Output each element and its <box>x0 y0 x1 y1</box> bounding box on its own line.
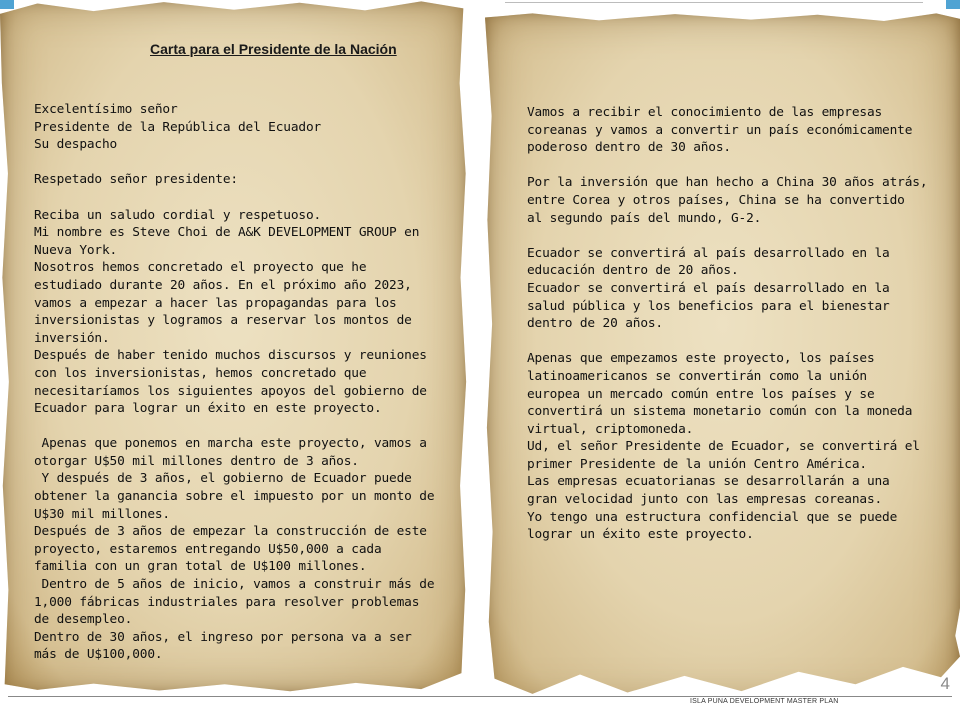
bottom-divider <box>8 696 952 697</box>
letter-line: Ud, el señor Presidente de Ecuador, se convertirá el <box>527 439 920 455</box>
letter-line: Dentro de 5 años de inicio, vamos a construir más de <box>34 577 435 593</box>
letter-line: familia con un gran total de U$100 millones. <box>34 559 367 575</box>
letter-line: al segundo país del mundo, G-2. <box>527 210 762 226</box>
corner-marker-left <box>0 0 14 9</box>
footer-label: ISLA PUNA DEVELOPMENT MASTER PLAN <box>690 698 839 705</box>
letter-line: Excelentísimo señor <box>34 102 178 117</box>
letter-line: Presidente de la República del Ecuador <box>34 119 322 135</box>
letter-line: Apenas que ponemos en marcha este proyecto, vamos a <box>34 436 427 452</box>
letter-line: Yo tengo una estructura confidencial que se puede <box>527 509 898 525</box>
letter-line: Después de 3 años de empezar la construcción de este <box>34 524 427 540</box>
letter-line: de desempleo. <box>34 612 133 628</box>
letter-line: Nueva York. <box>34 242 118 258</box>
letter-line: estudiado durante 20 años. En el próximo año 2023, <box>34 277 412 293</box>
letter-line: más de U$100,000. <box>34 647 163 663</box>
letter-line: Vamos a recibir el conocimiento de las empresas <box>527 105 883 120</box>
letter-line: 1,000 fábricas industriales para resolver problemas <box>34 594 420 610</box>
letter-line: Reciba un saludo cordial y respetuoso. <box>34 207 322 223</box>
letter-line: Ecuador se convertirá al país desarrollado en la <box>527 245 890 261</box>
page-number: 4 <box>940 674 950 693</box>
letter-line: coreanas y vamos a convertir un país económicamente <box>527 122 913 138</box>
letter-line: U$30 mil millones. <box>34 506 170 522</box>
letter-body-left <box>34 101 434 664</box>
letter-line <box>527 333 927 351</box>
letter-line: Por la inversión que han hecho a China 30 años atrás, <box>527 175 928 191</box>
letter-title: Carta para el Presidente de la Nación <box>150 41 397 57</box>
top-divider <box>505 2 923 3</box>
letter-line: vamos a empezar a hacer las propagandas para los <box>34 295 397 311</box>
letter-line: Nosotros hemos concretado el proyecto que he <box>34 260 367 276</box>
letter-body-right <box>527 104 927 544</box>
letter-line <box>34 154 434 172</box>
letter-line: poderoso dentro de 30 años. <box>527 140 731 156</box>
corner-marker-right <box>946 0 960 9</box>
letter-line: lograr un éxito este proyecto. <box>527 527 754 543</box>
letter-line: proyecto, estaremos entregando U$50,000 a cada <box>34 541 382 557</box>
letter-line <box>34 189 434 207</box>
letter-line: primer Presidente de la unión Centro América. <box>527 456 867 472</box>
letter-line: otorgar U$50 mil millones dentro de 3 años. <box>34 453 359 469</box>
letter-line: Apenas que empezamos este proyecto, los países <box>527 351 875 367</box>
letter-line: entre Corea y otros países, China se ha convertido <box>527 192 905 208</box>
letter-line: Su despacho <box>34 137 118 153</box>
letter-line: Dentro de 30 años, el ingreso por persona va a ser <box>34 629 412 645</box>
letter-line: virtual, criptomoneda. <box>527 421 694 437</box>
letter-line: necesitaríamos los siguientes apoyos del gobierno de <box>34 383 427 399</box>
letter-line: obtener la ganancia sobre el impuesto por un monto de <box>34 489 435 505</box>
letter-line: Ecuador para lograr un éxito en este proyecto. <box>34 401 382 417</box>
letter-line: Después de haber tenido muchos discursos y reuniones <box>34 348 427 364</box>
letter-line: latinoamericanos se convertirán como la unión <box>527 368 867 384</box>
letter-line: educación dentro de 20 años. <box>527 263 739 279</box>
letter-line: inversión. <box>34 330 110 346</box>
letter-line <box>527 157 927 175</box>
letter-line: europea un mercado común entre los países y se <box>527 386 875 402</box>
letter-line: dentro de 20 años. <box>527 316 663 332</box>
letter-line: Y después de 3 años, el gobierno de Ecuador puede <box>34 471 412 487</box>
letter-line: Ecuador se convertirá el país desarrollado en la <box>527 280 890 296</box>
letter-line: Respetado señor presidente: <box>34 172 238 188</box>
letter-line: Mi nombre es Steve Choi de A&K DEVELOPMENT GROUP en <box>34 225 420 241</box>
letter-line <box>34 418 434 436</box>
letter-line: con los inversionistas, hemos concretado que <box>34 365 367 381</box>
letter-line <box>527 227 927 245</box>
letter-line: inversionistas y logramos a reservar los montos de <box>34 313 412 329</box>
letter-line: convertirá un sistema monetario común con la moneda <box>527 404 913 420</box>
letter-line: gran velocidad junto con las empresas coreanas. <box>527 492 883 508</box>
letter-line: Las empresas ecuatorianas se desarrollarán a una <box>527 474 890 490</box>
letter-line: salud pública y los beneficios para el bienestar <box>527 298 890 314</box>
